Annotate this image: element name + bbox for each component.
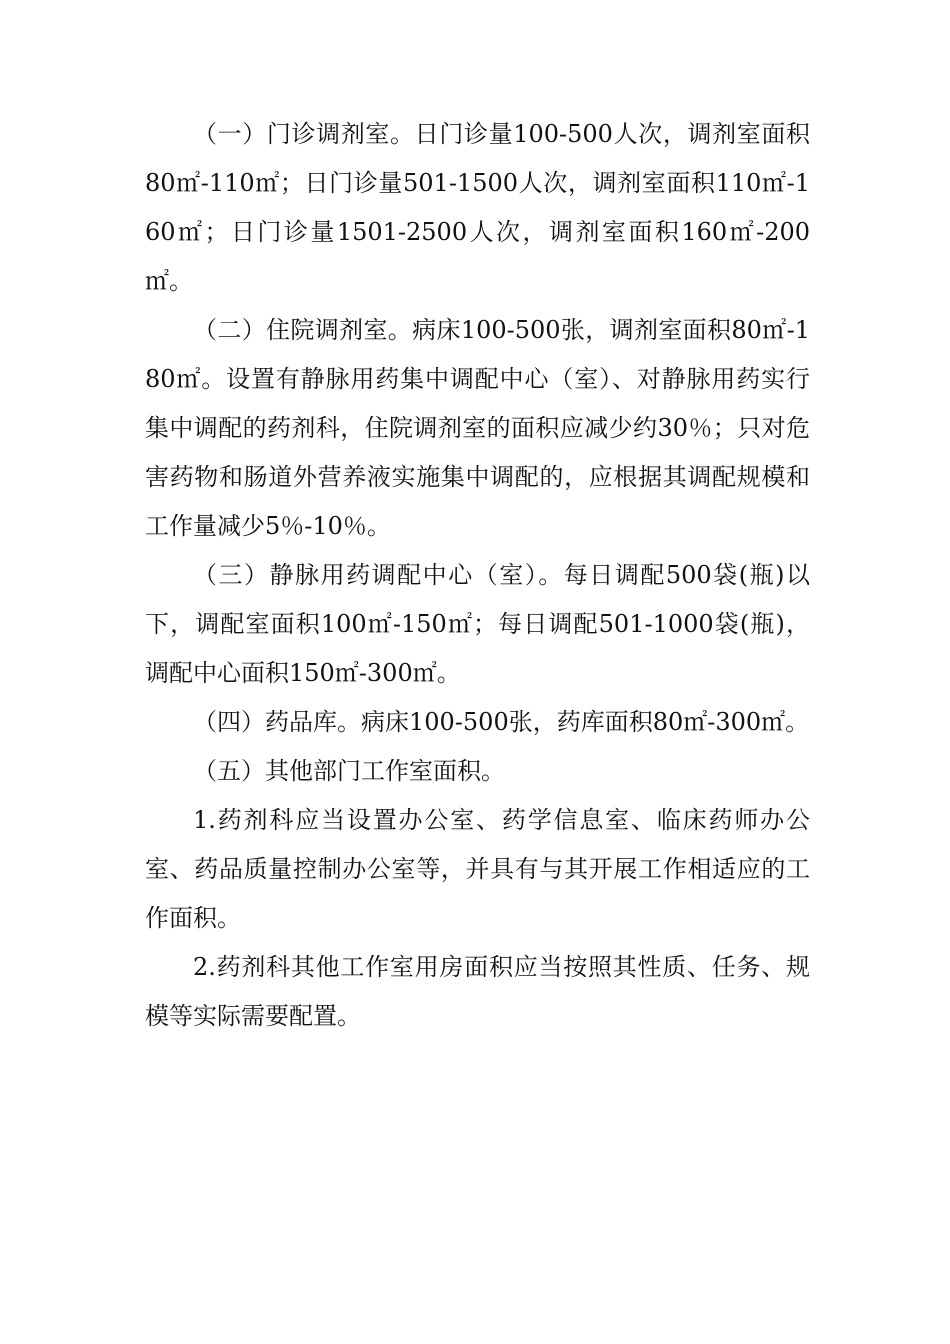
paragraph-inpatient-dispensary: （二）住院调剂室。病床100-500张，调剂室面积80㎡-180㎡。设置有静脉用药集中调配中心（室）、对静脉用药实行集中调配的药剂科，住院调剂室的面积应减少约30％；只对危害药物和肠道外营养液实施集中调配的，应根据其调配规模和工作量减少5％-10％。 [145, 316, 810, 540]
paragraph-outpatient-dispensary: （一）门诊调剂室。日门诊量100-500人次，调剂室面积80㎡-110㎡；日门诊量501-1500人次，调剂室面积110㎡-160㎡；日门诊量1501-2500人次，调剂室面积160㎡-200㎡。 [145, 120, 810, 295]
paragraph-iv-admixture-center: （三）静脉用药调配中心（室）。每日调配500袋(瓶)以下，调配室面积100㎡-150㎡；每日调配501-1000袋(瓶)，调配中心面积150㎡-300㎡。 [145, 561, 810, 687]
paragraph-item-1: 1.药剂科应当设置办公室、药学信息室、临床药师办公室、药品质量控制办公室等，并具有与其开展工作相适应的工作面积。 [145, 806, 810, 932]
paragraph-drug-storage: （四）药品库。病床100-500张，药库面积80㎡-300㎡。 [193, 708, 810, 736]
paragraph-other-departments: （五）其他部门工作室面积。 [193, 757, 505, 785]
paragraph-item-2: 2.药剂科其他工作室用房面积应当按照其性质、任务、规模等实际需要配置。 [145, 953, 810, 1030]
document-body [145, 110, 810, 1041]
